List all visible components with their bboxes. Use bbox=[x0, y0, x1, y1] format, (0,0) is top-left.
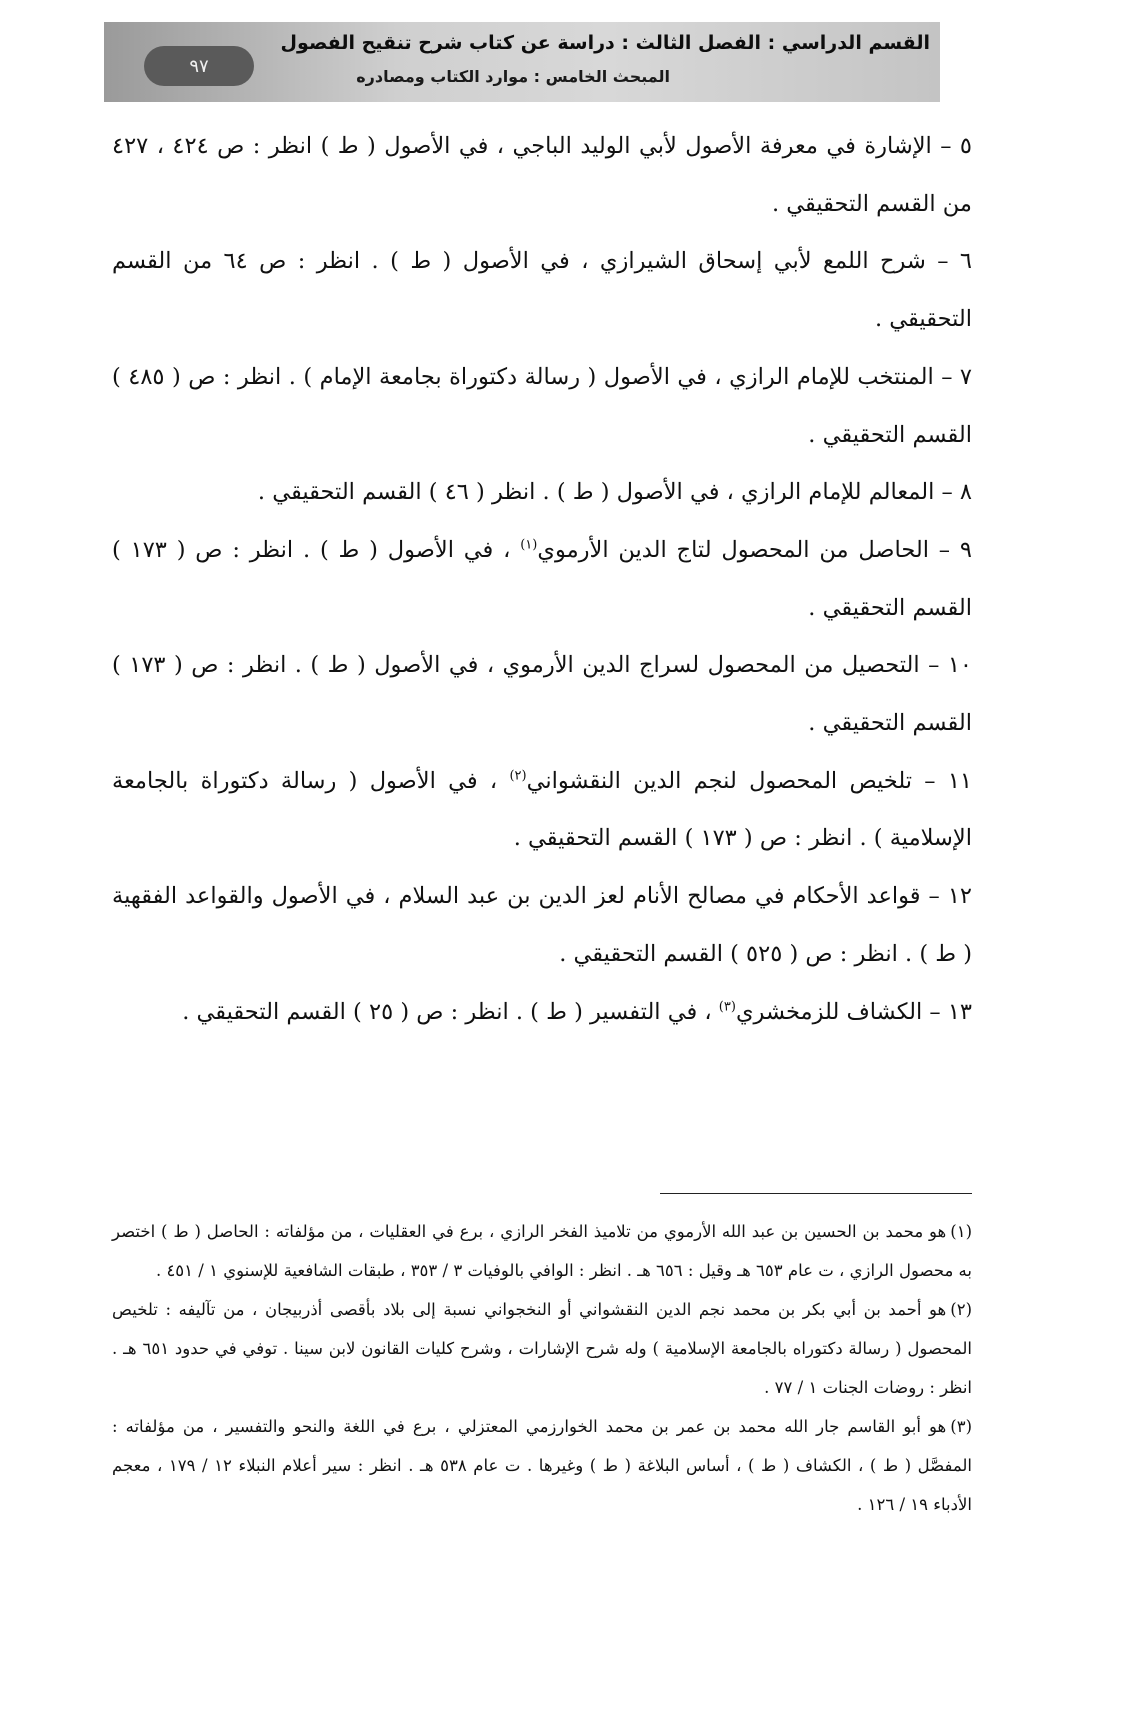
entry-text: ٩ – الحاصل من المحصول لتاج الدين الأرموي bbox=[537, 536, 972, 563]
page-number: ٩٧ bbox=[144, 46, 254, 86]
footnote-ref: (٣) bbox=[718, 999, 736, 1015]
footnote-text: هو أحمد بن أبي بكر بن محمد نجم الدين النقشواني أو النخجواني نسبة إلى بلاد بأقصى أذربيجان ، من تآليفه : تلخيص المحصول ( رسالة دكتوراه بالجامعة الإسلامية ) وله شرح الإشارات ، وشرح كليات القانون لابن سينا . توفي في حدود ٦٥١ هـ . انظر : روضات الجنات ١ / ٧٧ . bbox=[112, 1300, 972, 1397]
list-item: ٦ – شرح اللمع لأبي إسحاق الشيرازي ، في الأصول ( ط ) . انظر : ص ٦٤ من القسم التحقيقي . bbox=[112, 248, 972, 333]
header-title: القسم الدراسي : الفصل الثالث : دراسة عن كتاب شرح تنقيح الفصول bbox=[280, 32, 930, 54]
footnote-marker: (١) bbox=[950, 1222, 972, 1241]
entry-text: ١٣ – الكشاف للزمخشري bbox=[735, 998, 972, 1025]
list-item bbox=[112, 753, 972, 868]
main-text bbox=[112, 118, 972, 1041]
page-header bbox=[104, 22, 940, 102]
footnote-divider bbox=[660, 1193, 972, 1194]
footnote-ref: (١) bbox=[520, 537, 538, 553]
footnote-text: هو محمد بن الحسين بن عبد الله الأرموي من تلاميذ الفخر الرازي ، برع في العقليات ، من مؤلفاته : الحاصل ( ط ) اختصر به محصول الرازي ، ت عام ٦٥٣ هـ وقيل : ٦٥٦ هـ . انظر : الوافي بالوفيات ٣ / ٣٥٣ ، طبقات الشافعية للإسنوي ١ / ٤٥١ . bbox=[112, 1222, 972, 1280]
header-subtitle: المبحث الخامس : موارد الكتاب ومصادره bbox=[356, 67, 670, 86]
entry-text: ، في الأصول ( ط ) . انظر : ص ( ١٧٣ ) القسم التحقيقي . bbox=[112, 536, 972, 621]
entry-text: ١١ – تلخيص المحصول لنجم الدين النقشواني bbox=[526, 767, 972, 794]
footnote-marker: (٣) bbox=[950, 1417, 972, 1436]
footnotes bbox=[112, 1212, 972, 1524]
list-item: ٧ – المنتخب للإمام الرازي ، في الأصول ( رسالة دكتوراة بجامعة الإمام ) . انظر : ص ( ٤٨٥ ) القسم التحقيقي . bbox=[112, 363, 972, 448]
footnote bbox=[112, 1407, 972, 1524]
footnote-ref: (٢) bbox=[509, 768, 527, 784]
list-item: ١٢ – قواعد الأحكام في مصالح الأنام لعز الدين بن عبد السلام ، في الأصول والقواعد الفقهية ( ط ) . انظر : ص ( ٥٢٥ ) القسم التحقيقي . bbox=[112, 883, 972, 967]
entry-text: ، في الأصول ( رسالة دكتوراة بالجامعة الإسلامية ) . انظر : ص ( ١٧٣ ) القسم التحقيقي . bbox=[112, 767, 972, 852]
list-item: ٨ – المعالم للإمام الرازي ، في الأصول ( ط ) . انظر ( ٤٦ ) القسم التحقيقي . bbox=[257, 479, 972, 506]
list-item bbox=[112, 522, 972, 637]
footnote bbox=[112, 1290, 972, 1407]
list-item: ١٠ – التحصيل من المحصول لسراج الدين الأرموي ، في الأصول ( ط ) . انظر : ص ( ١٧٣ ) القسم التحقيقي . bbox=[112, 652, 972, 737]
footnote-marker: (٢) bbox=[950, 1300, 972, 1319]
list-item: ٥ – الإشارة في معرفة الأصول لأبي الوليد الباجي ، في الأصول ( ط ) انظر : ص ٤٢٤ ، ٤٢٧ من القسم التحقيقي . bbox=[112, 133, 972, 217]
entry-text: ، في التفسير ( ط ) . انظر : ص ( ٢٥ ) القسم التحقيقي . bbox=[182, 998, 719, 1025]
list-item bbox=[112, 984, 972, 1042]
footnote-text: هو أبو القاسم جار الله محمد بن عمر بن محمد الخوارزمي المعتزلي ، برع في اللغة والنحو والتفسير ، من مؤلفاته : المفصَّل ( ط ) ، الكشاف ( ط ) ، أساس البلاغة ( ط ) وغيرها . ت عام ٥٣٨ هـ . انظر : سير أعلام النبلاء ١٢ / ١٧٩ ، معجم الأدباء ١٩ / ١٢٦ . bbox=[112, 1417, 972, 1514]
footnote bbox=[112, 1212, 972, 1290]
